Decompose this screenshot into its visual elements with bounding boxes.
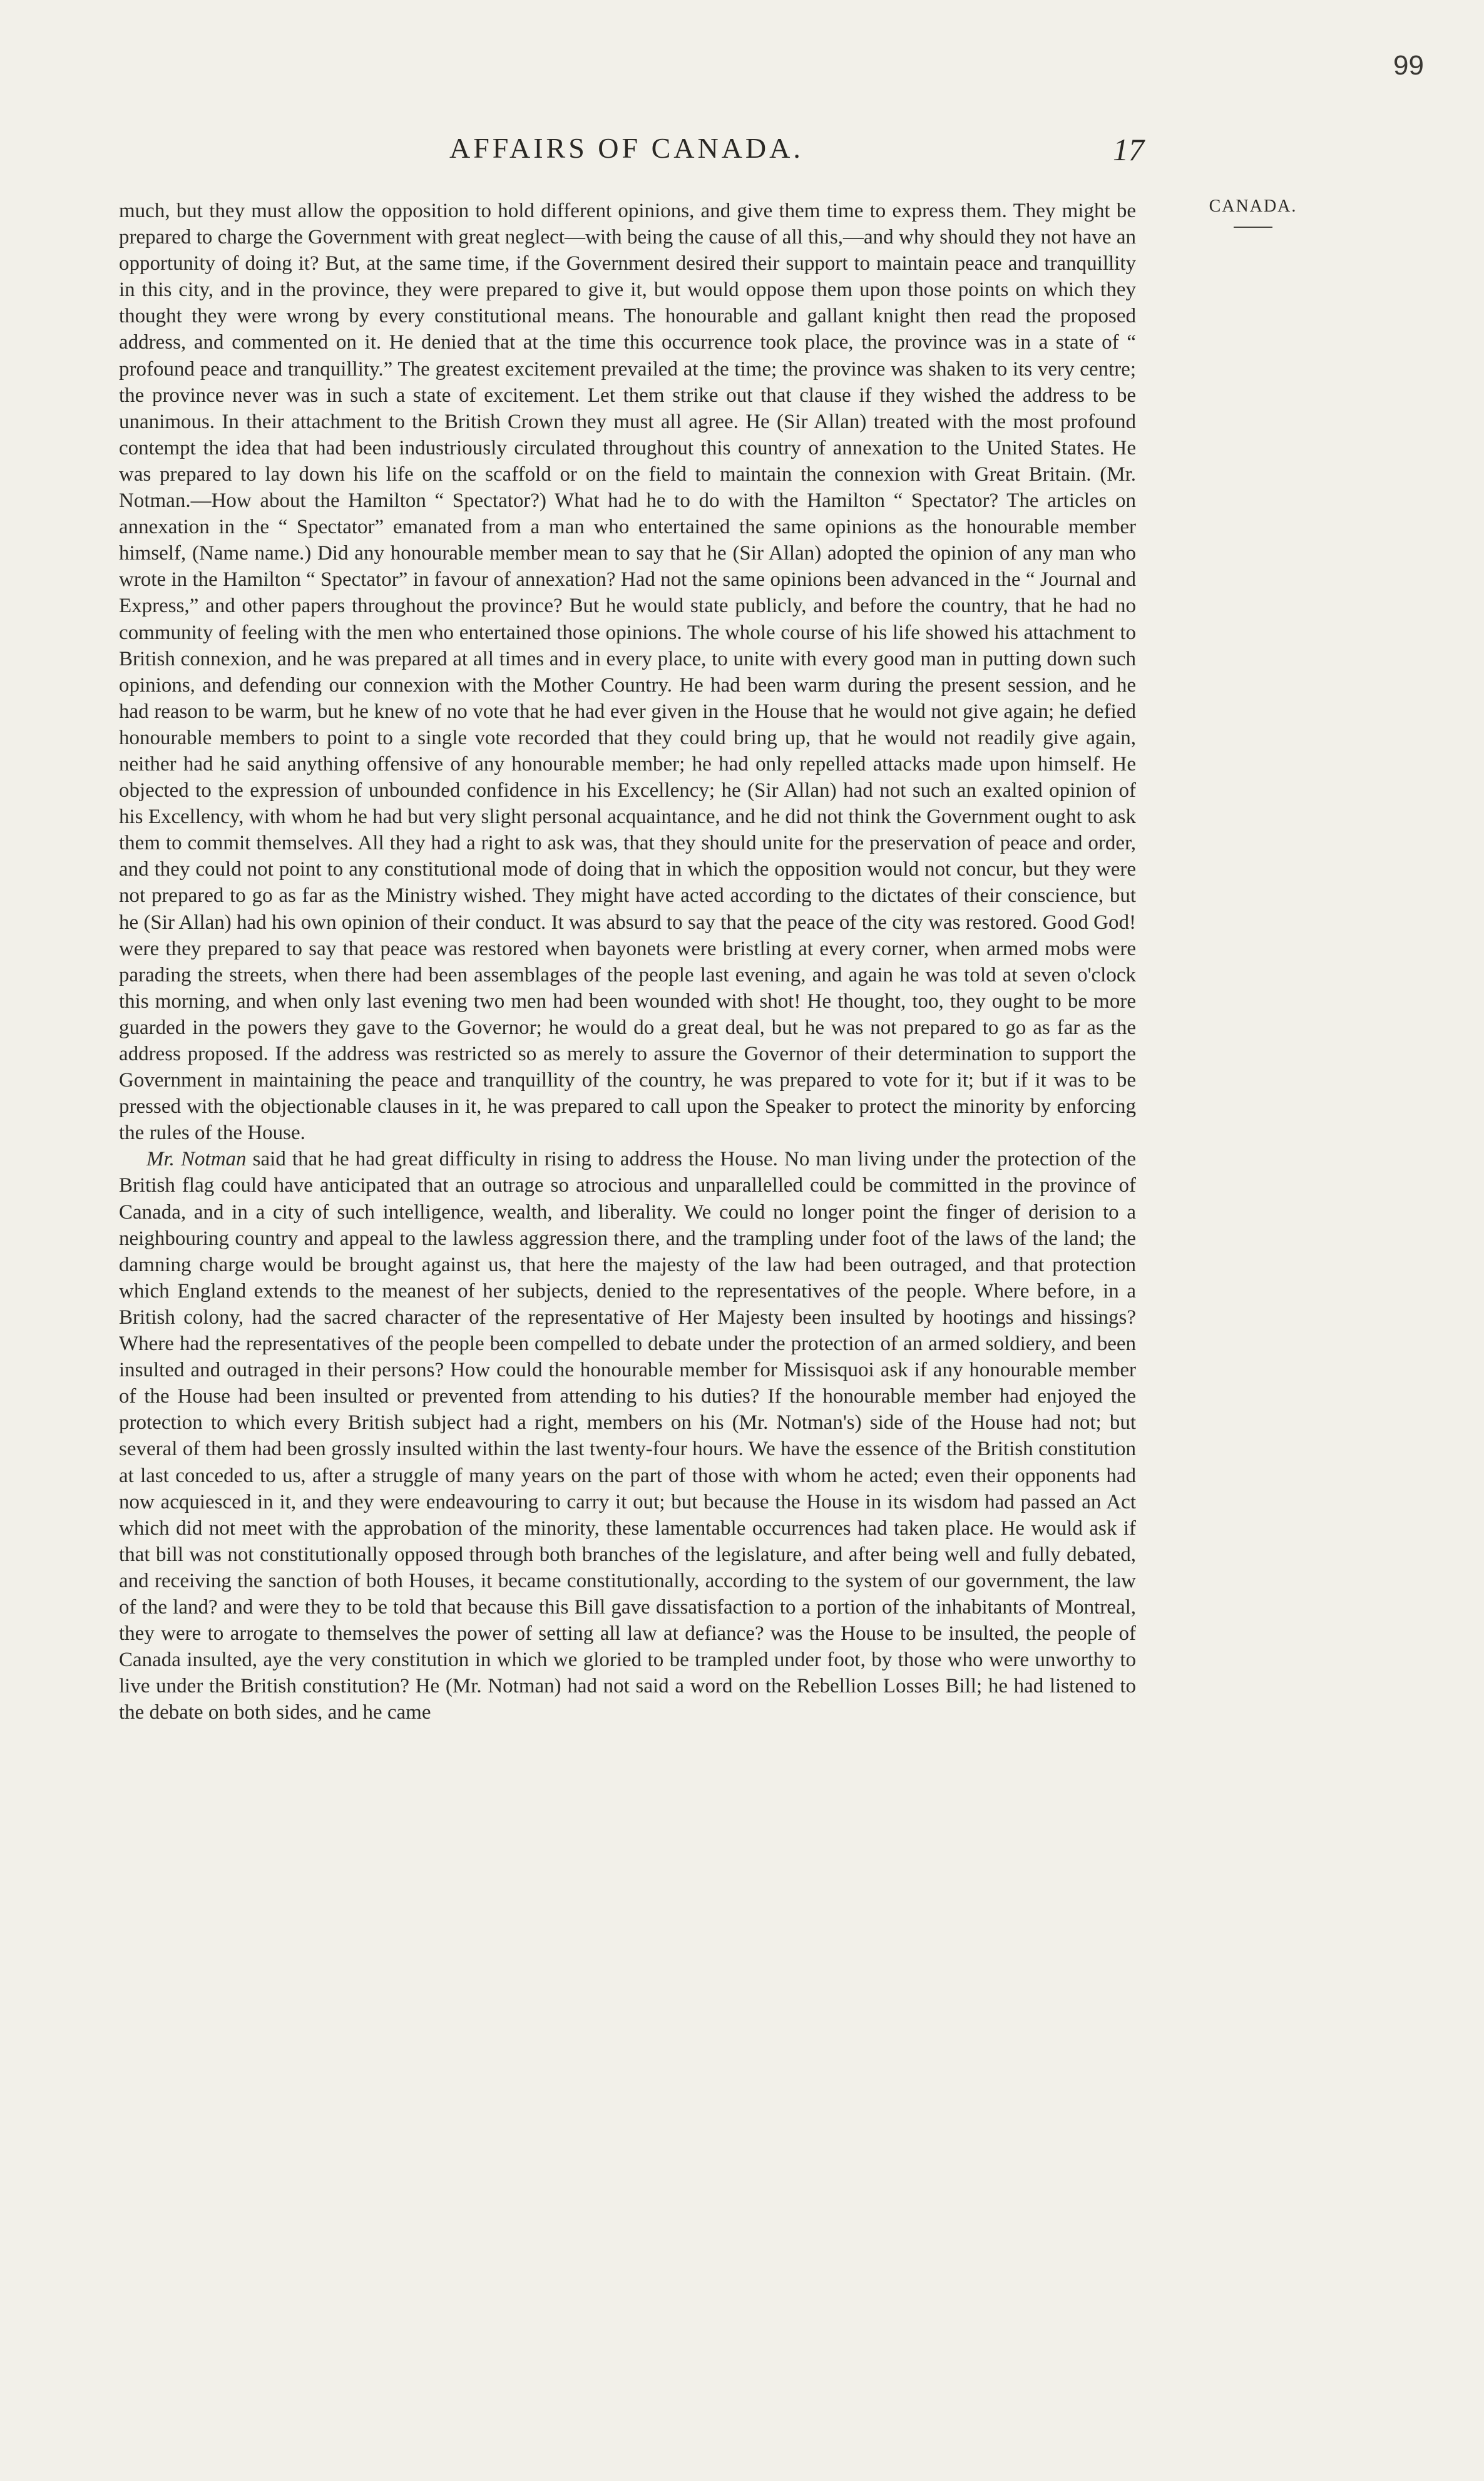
margin-note (1203, 197, 1303, 228)
margin-note-label: CANADA. (1209, 197, 1297, 216)
archive-page-number: 99 (1393, 50, 1424, 81)
running-title: AFFAIRS OF CANADA. (449, 132, 804, 164)
running-head (449, 131, 1144, 169)
paragraph: much, but they must allow the opposition to hold different opinions, and give them time to express them. They might be prepared to charge the Government with great neglect—with being the cause of all this,—and why should they not have an opportunity of doing it? But, at the same time, if the Government desired their support to maintain peace and tranquillity in this city, and in the province, they were prepared to give it, but would oppose them upon those points on which they thought they were wrong by every constitutional means. The honourable and gallant knight then read the proposed address, and commented on it. He denied that at the time this occurrence took place, the province was in a state of “ profound peace and tranquillity.” The greatest excitement prevailed at the time; the province was shaken to its very centre; the province never was in such a state of excitement. Let them strike out that clause if they wished the address to be unanimous. In their attachment to the British Crown they must all agree. He (Sir Allan) treated with the most profound contempt the idea that had been industriously circulated throughout this country of annexation to the United States. He was prepared to lay down his life on the scaffold or on the field to maintain the connexion with Great Britain. (Mr. Notman.—How about the Hamilton “ Spectator?) What had he to do with the Hamilton “ Spectator? The articles on annexation in the “ Spectator” emanated from a man who entertained the same opinions as the honourable member himself, (Name name.) Did any honourable member mean to say that he (Sir Allan) adopted the opinion of any man who wrote in the Hamilton “ Spectator” in favour of annexation? Had not the same opinions been advanced in the “ Journal and Express,” and other papers throughout the province? But he would state publicly, and before the country, that he had no community of feeling with the men who entertained those opinions. The whole course of his life showed his attachment to British connexion, and he was prepared at all times and in every place, to unite with every good man in putting down such opinions, and defending our connexion with the Mother Country. He had been warm during the present session, and he had reason to be warm, but he knew of no vote that he had ever given in the House that he would not give again; he defied honourable members to point to a single vote recorded that they could bring up, that he would not readily give again, neither had he said anything offensive of any honourable member; he had only repelled attacks made upon himself. He objected to the expression of unbounded confidence in his Excellency; he (Sir Allan) had not such an exalted opinion of his Excellency, with whom he had but very slight personal acquaintance, and he did not think the Government ought to ask them to commit themselves. All they had a right to ask was, that they should unite for the preservation of peace and order, and they could not point to any constitutional mode of doing that in which the opposition would not concur, but they were not prepared to go as far as the Ministry wished. They might have acted according to the dictates of their conscience, but he (Sir Allan) had his own opinion of their conduct. It was absurd to say that the peace of the city was restored. Good God! were they prepared to say that peace was restored when bayonets were bristling at every corner, when armed mobs were parading the streets, when there had been assemblages of the people last evening, and again he was told at seven o'clock this morning, and when only last evening two men had been wounded with shot! He thought, too, they ought to be more guarded in the powers they gave to the Governor; he would do a great deal, but he was not prepared to go as far as the address proposed. If the address was restricted so as merely to assure the Governor of their determination to support the Government in maintaining the peace and tranquillity of the country, he was prepared to vote for it; but if it was to be pressed with the objectionable clauses in it, he was prepared to call upon the Speaker to protect the minority by enforcing the rules of the House. (119, 200, 1136, 1145)
paragraph (119, 1146, 1136, 1726)
speaker-name: Mr. Notman (146, 1148, 247, 1171)
paragraph-text: said that he had great difficulty in rising to address the House. No man living under the protection of the British flag could have anticipated that an outrage so atrocious and unparallelled could be committed in the province of Canada, and in a city of such intelligence, wealth, and liberality. We could no longer point the finger of derision to a neighbouring country and appeal to the lawless aggression there, and the trampling under foot of the laws of the land; the damning charge would be brought against us, that here the majesty of the law had been outraged, and that protection which England extends to the meanest of her subjects, denied to the representatives of the people. Where before, in a British colony, had the sacred character of the representative of Her Majesty been insulted by hootings and hissings? Where had the representatives of the people been compelled to debate under the protection of an armed soldiery, and been insulted and outraged in their persons? How could the honourable member for Missisquoi ask if any honourable member of the House had been insulted or prevented from attending to his duties? If the honourable member had enjoyed the protection to which every British subject had a right, members on his (Mr. Notman's) side of the House had not; but several of them had been grossly insulted within the last twenty-four hours. We have the essence of the British constitution at last conceded to us, after a struggle of many years on the part of those with whom he acted; even their opponents had now acquiesced in it, and they were endeavouring to carry it out; but because the House in its wisdom had passed an Act which did not meet with the approbation of the minority, these lamentable occurrences had taken place. He would ask if that bill was not constitutionally opposed through both branches of the legislature, and after being well and fully debated, and receiving the sanction of both Houses, it became constitutionally, according to the system of our government, the law of the land? and were they to be told that because this Bill gave dissatisfaction to a portion of the inhabitants of Montreal, they were to arrogate to themselves the power of setting all law at defiance? was the House to be insulted, the people of Canada insulted, aye the very constitution in which we gloried to be trampled under foot, by those who were unworthy to live under the British constitution? He (Mr. Notman) had not said a word on the Rebellion Losses Bill; he had listened to the debate on both sides, and he came (119, 1148, 1137, 1724)
folio-number: 17 (1113, 132, 1144, 167)
body-text (119, 198, 1136, 1726)
margin-note-rule (1234, 227, 1272, 228)
